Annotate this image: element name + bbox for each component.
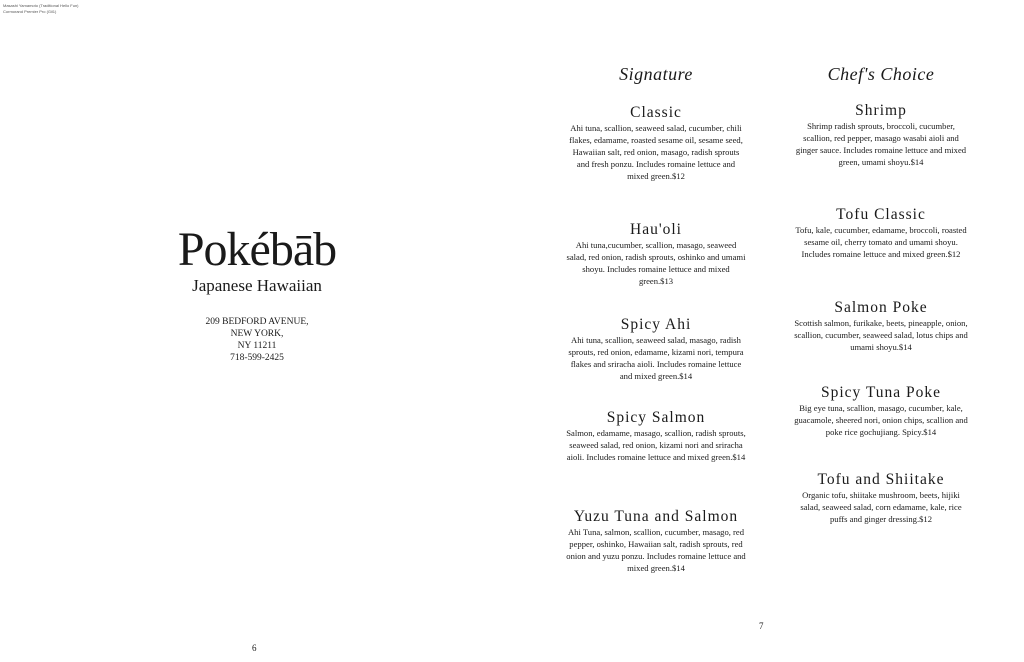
item-description: Salmon, edamame, masago, scallion, radish sprouts, seaweed salad, red onion, kizami nori and sriracha aioli. Includes romaine lettuce and mixed green.$14 [566,428,746,462]
font-note-2: Cormorand Premier Pro (Gil1) [3,9,57,14]
item-description: Ahi tuna, scallion, seaweed salad, masago, radish sprouts, red onion, edamame, kizami nori, tempura flakes and sriracha aioli. Includes romaine lettuce and mixed green.$14 [568,335,744,381]
phone-number: 718-599-2425 [230,353,284,363]
menu-item [792,384,970,438]
brand-block [157,224,357,296]
item-description: Ahi Tuna, salmon, scallion, cucumber, masago, red pepper, oshinko, Hawaiian salt, radish sprouts, red onion and yuzu ponzu. Includes romaine lettuce and mixed green.$14 [566,527,746,573]
item-name: Shrimp [855,102,907,119]
menu-item [566,409,746,463]
menu-item [792,102,970,168]
item-name: Classic [630,104,682,121]
item-name: Spicy Salmon [606,409,706,426]
font-note-1: Masashi Yamamoto (Traditional Hello Fun) [3,3,79,8]
item-description: Scottish salmon, furikake, beets, pineapple, onion, scallion, cucumber, seaweed salad, lotus chips and umami shoyu.$14 [794,318,968,352]
page-number-left: 6 [252,643,257,653]
brand-subtitle: Japanese Hawaiian [192,276,322,295]
item-name: Tofu Classic [836,206,926,223]
section-title-signature: Signature [619,64,693,84]
address-line-3: NY 11211 [237,341,277,351]
menu-item [566,221,746,287]
item-name: Yuzu Tuna and Salmon [573,508,739,525]
item-name: Spicy Ahi [620,316,692,333]
address-block [157,316,357,364]
menu-item [566,104,746,182]
menu-item [792,206,970,260]
item-description: Organic tofu, shiitake mushroom, beets, hijiki salad, seaweed salad, corn edamame, kale, rice puffs and ginger dressing.$12 [800,490,962,524]
item-description: Ahi tuna, scallion, seaweed salad, cucumber, chili flakes, edamame, roasted sesame oil, sesame seed, Hawaiian salt, red onion, masago, radish sprouts and fresh ponzu. Includes romaine lettuce and mixed green.$12 [569,123,743,181]
brand-name: Pokébāb [177,223,337,276]
item-name: Salmon Poke [834,299,928,316]
menu-item [566,508,746,574]
menu-item [566,316,746,382]
address-line-2: NEW YORK, [230,329,284,339]
menu-item [792,471,970,525]
menu-item [792,299,970,353]
item-name: Hau'oli [630,221,682,238]
item-name: Spicy Tuna Poke [820,384,942,401]
page-number-right: 7 [759,621,764,631]
item-name: Tofu and Shiitake [817,471,945,488]
item-description: Tofu, kale, cucumber, edamame, broccoli, roasted sesame oil, cherry tomato and umami shoyu. Includes romaine lettuce and mixed green.$12 [795,225,967,259]
item-description: Big eye tuna, scallion, masago, cucumber, kale, guacamole, sheered nori, onion chips, scallion and poke rice gochujiang. Spicy.$14 [794,403,968,437]
item-description: Shrimp radish sprouts, broccoli, cucumber, scallion, red pepper, masago wasabi aioli and ginger sauce. Includes romaine lettuce and mixed green, umami shoyu.$14 [795,121,967,167]
section-title-chefs-choice: Chef's Choice [827,64,935,84]
address-line-1: 209 BEDFORD AVENUE, [205,317,309,327]
item-description: Ahi tuna,cucumber, scallion, masago, seaweed salad, red onion, radish sprouts, oshinko and umami shoyu. Includes romaine lettuce and mixed green.$13 [566,240,746,286]
